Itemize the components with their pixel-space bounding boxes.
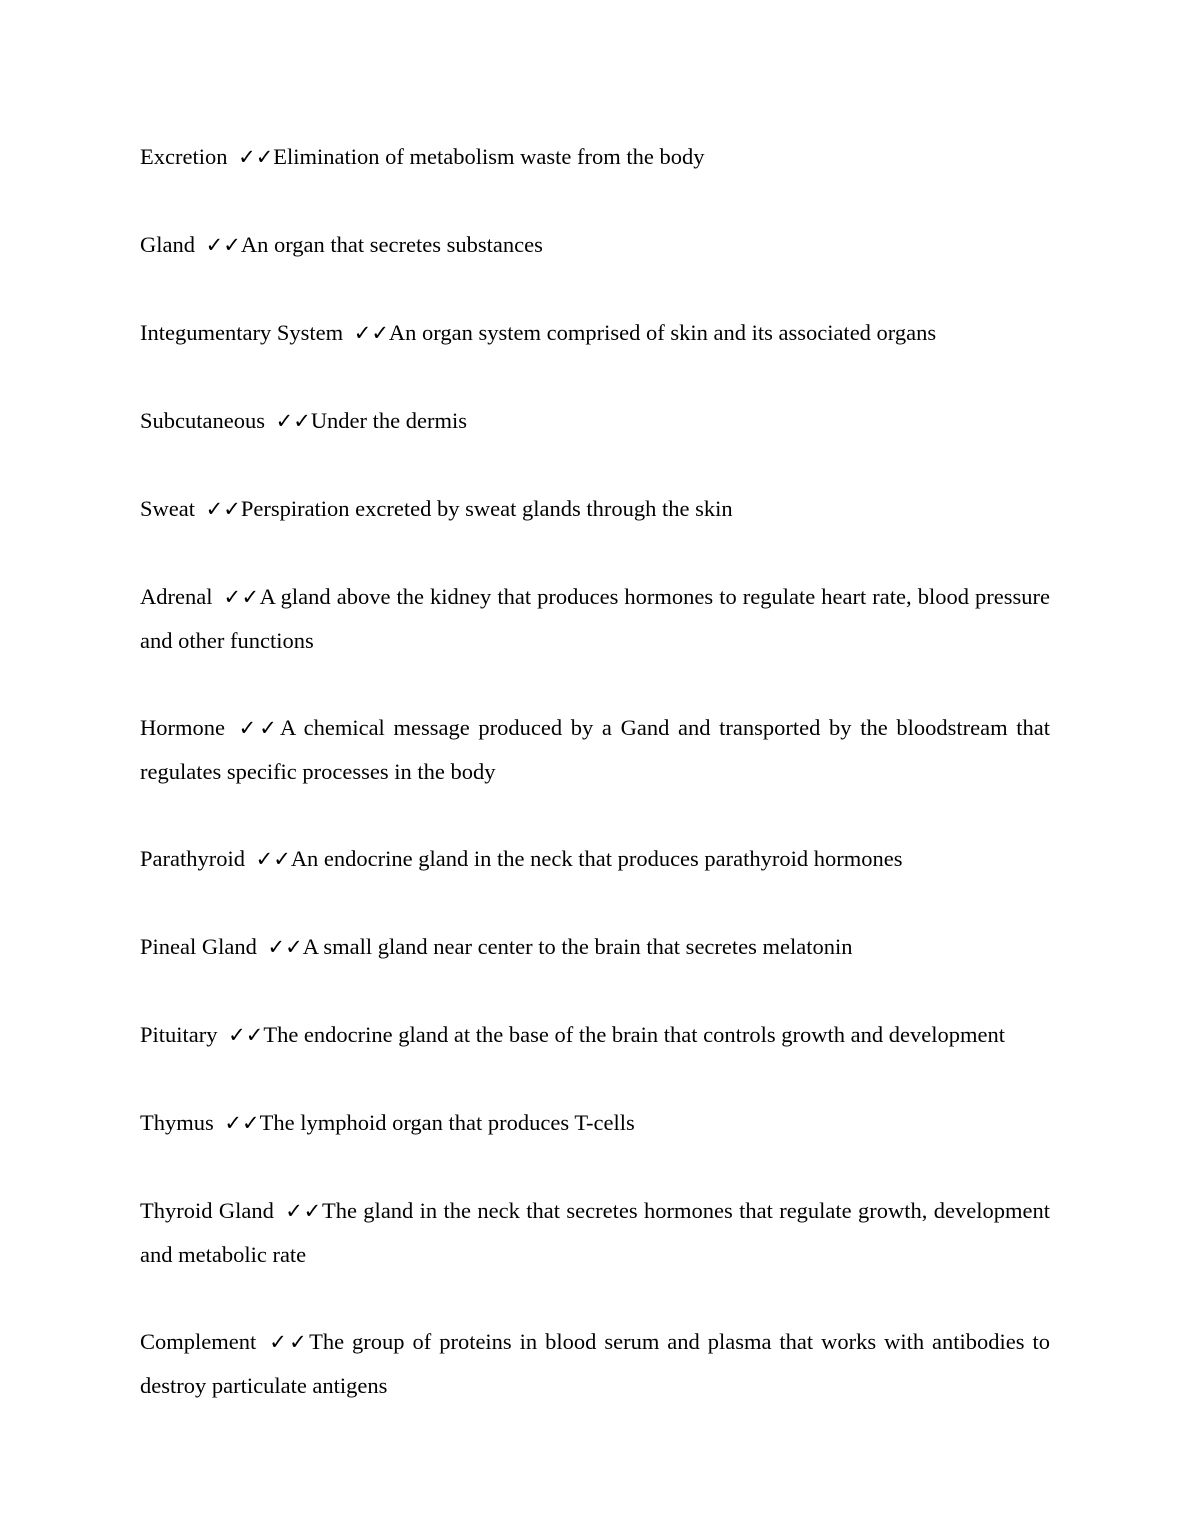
- glossary-entry: [140, 1189, 1050, 1276]
- double-check-icon: ✓✓: [353, 321, 389, 345]
- entry-term: Subcutaneous: [140, 408, 265, 433]
- entry-definition: The lymphoid organ that produces T-cells: [259, 1110, 635, 1135]
- entry-term: Integumentary System: [140, 320, 344, 345]
- entry-term: Hormone: [140, 715, 225, 740]
- glossary-entry: [140, 135, 1050, 179]
- entry-term: Complement: [140, 1329, 257, 1354]
- double-check-icon: ✓✓: [275, 409, 311, 433]
- entry-term: Sweat: [140, 496, 195, 521]
- entry-definition: A small gland near center to the brain that secretes melatonin: [302, 934, 853, 959]
- entry-term: Gland: [140, 232, 195, 257]
- glossary-entry: [140, 706, 1050, 793]
- entry-term: Parathyroid: [140, 846, 245, 871]
- glossary-entry: [140, 925, 1050, 969]
- entry-definition: An organ that secretes substances: [240, 232, 543, 257]
- double-check-icon: ✓✓: [267, 935, 303, 959]
- glossary-entry: [140, 837, 1050, 881]
- double-check-icon: ✓✓: [238, 145, 274, 169]
- double-check-icon: ✓✓: [224, 1111, 260, 1135]
- entry-term: Pineal Gland: [140, 934, 257, 959]
- double-check-icon: ✓✓: [205, 497, 241, 521]
- entry-definition: Elimination of metabolism waste from the body: [273, 144, 705, 169]
- double-check-icon: ✓✓: [223, 585, 260, 609]
- glossary-list: [140, 135, 1050, 1451]
- entry-term: Thymus: [140, 1110, 214, 1135]
- entry-definition: Under the dermis: [310, 408, 468, 433]
- entry-term: Excretion: [140, 144, 228, 169]
- entry-definition: Perspiration excreted by sweat glands through the skin: [240, 496, 733, 521]
- glossary-entry: [140, 1320, 1050, 1407]
- entry-definition: The group of proteins in blood serum and plasma that works with antibodies to destroy particulate antigens: [140, 1329, 1050, 1398]
- entry-term: Pituitary: [140, 1022, 218, 1047]
- double-check-icon: ✓✓: [255, 847, 291, 871]
- glossary-entry: [140, 399, 1050, 443]
- double-check-icon: ✓✓: [238, 716, 280, 740]
- entry-definition: An organ system comprised of skin and its associated organs: [388, 320, 937, 345]
- glossary-entry: [140, 223, 1050, 267]
- double-check-icon: ✓✓: [205, 233, 241, 257]
- glossary-entry: [140, 311, 1050, 355]
- double-check-icon: ✓✓: [269, 1330, 310, 1354]
- entry-definition: The endocrine gland at the base of the brain that controls growth and development: [263, 1022, 1005, 1047]
- entry-definition: A gland above the kidney that produces hormones to regulate heart rate, blood pressure and other functions: [140, 584, 1050, 653]
- double-check-icon: ✓✓: [285, 1199, 322, 1223]
- double-check-icon: ✓✓: [228, 1023, 264, 1047]
- glossary-entry: [140, 1101, 1050, 1145]
- entry-definition: A chemical message produced by a Gand and transported by the bloodstream that regulates specific processes in the body: [140, 715, 1050, 784]
- glossary-entry: [140, 487, 1050, 531]
- glossary-entry: [140, 1013, 1050, 1057]
- glossary-entry: [140, 575, 1050, 662]
- entry-term: Thyroid Gland: [140, 1198, 274, 1223]
- entry-definition: An endocrine gland in the neck that produces parathyroid hormones: [290, 846, 903, 871]
- entry-definition: The gland in the neck that secretes hormones that regulate growth, development and metabolic rate: [140, 1198, 1050, 1267]
- entry-term: Adrenal: [140, 584, 213, 609]
